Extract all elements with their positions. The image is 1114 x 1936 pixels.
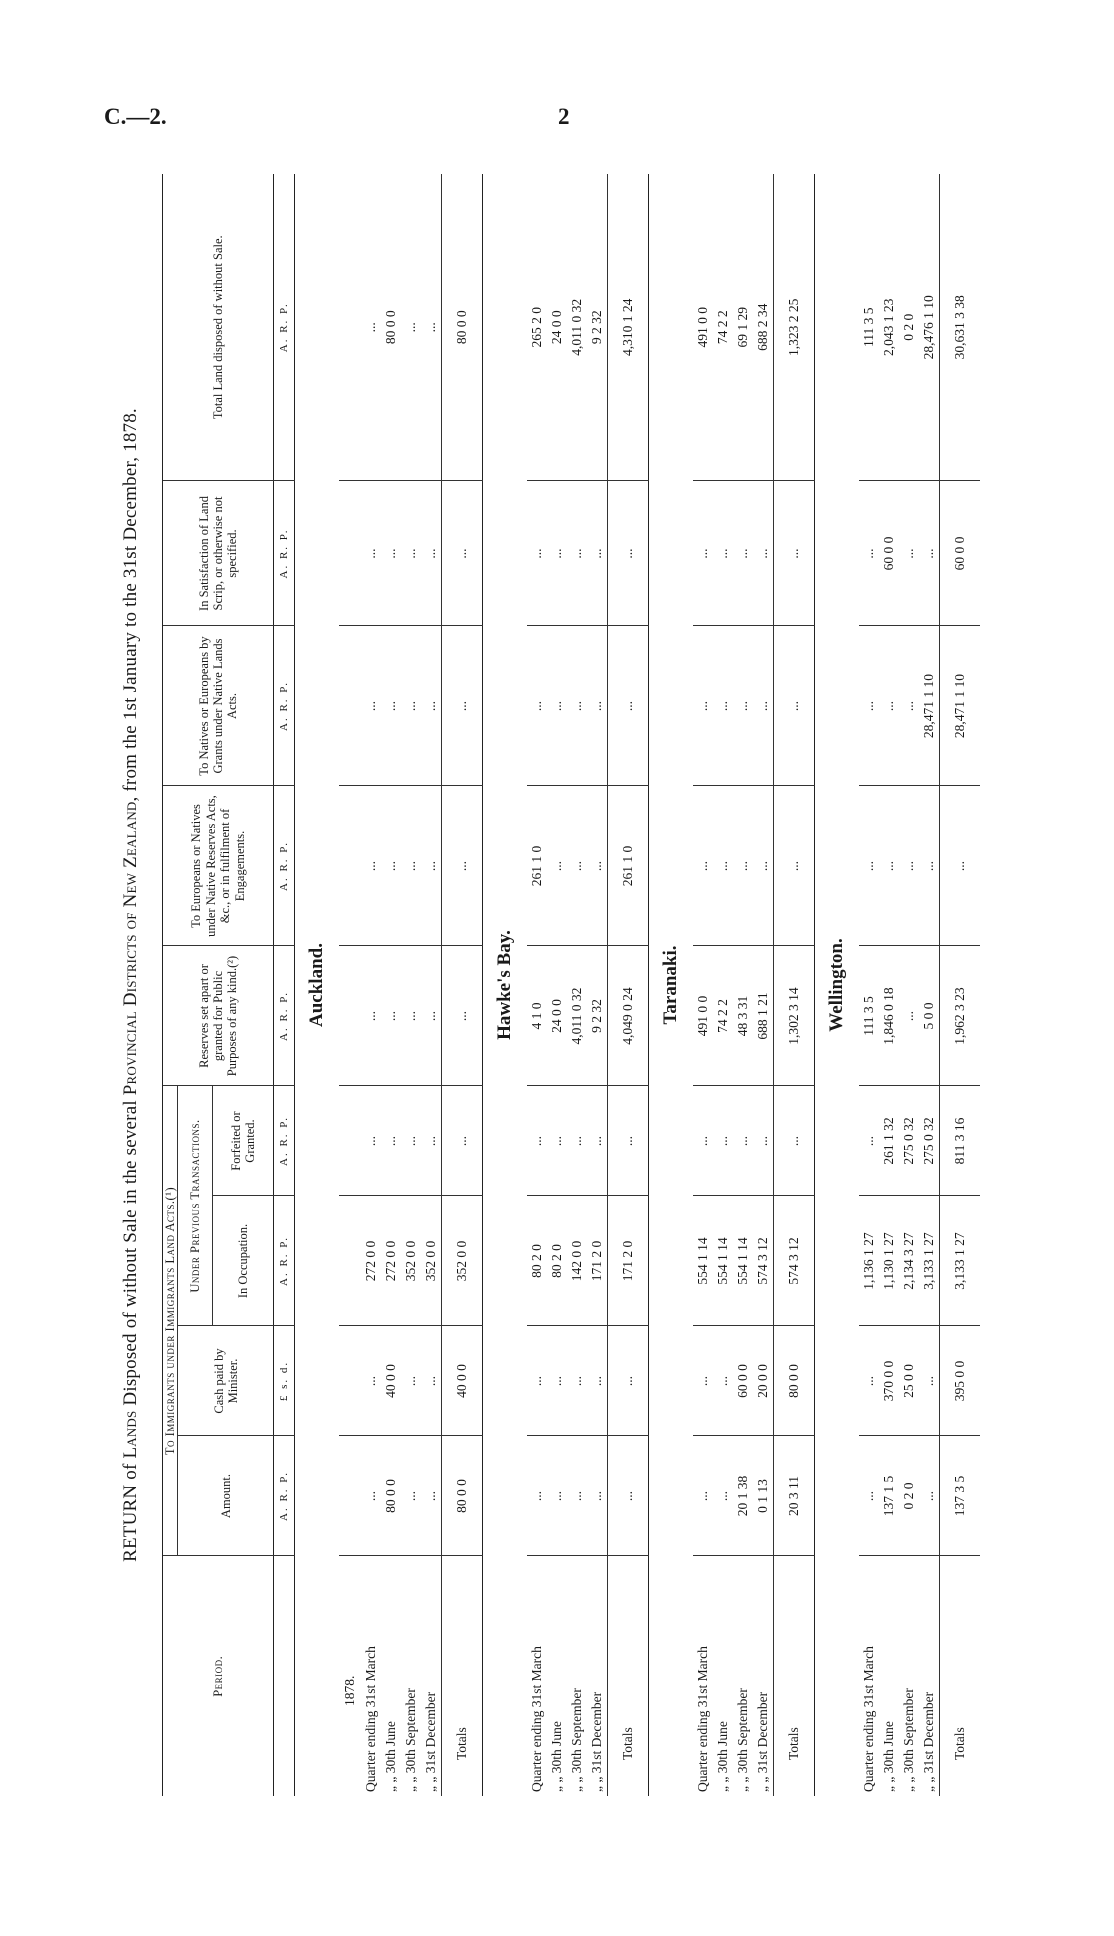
cell-europeans: ... xyxy=(381,786,401,946)
total-total: 30,631 3 38 xyxy=(940,174,981,481)
col-header-total: Total Land disposed of without Sale. xyxy=(163,174,274,481)
cell-amount: ... xyxy=(859,1436,879,1556)
cell-reserves: ... xyxy=(401,946,421,1086)
cell-scrip: ... xyxy=(713,481,733,626)
table-row xyxy=(567,174,587,1796)
cell-cash: ... xyxy=(401,1326,421,1436)
cell-scrip: ... xyxy=(693,481,713,626)
totals-label: Totals xyxy=(774,1556,815,1796)
total-europeans: ... xyxy=(774,786,815,946)
cell-natives: ... xyxy=(733,626,753,786)
total-reserves: 1,962 3 23 xyxy=(940,946,981,1086)
table-row xyxy=(919,174,940,1796)
cell-total: ... xyxy=(421,174,442,481)
cell-amount: ... xyxy=(421,1436,442,1556)
cell-reserves: 491 0 0 xyxy=(693,946,713,1086)
period-cell: „ „ 31st December xyxy=(755,1691,771,1792)
cell-natives: ... xyxy=(859,626,879,786)
total-forfeited: ... xyxy=(774,1086,815,1196)
cell-europeans: ... xyxy=(919,786,940,946)
cell-europeans: ... xyxy=(587,786,608,946)
table-row xyxy=(899,174,919,1796)
cell-forfeited: ... xyxy=(567,1086,587,1196)
title-suffix: , from the 1st January to the 31st December, 1878. xyxy=(120,408,141,802)
cell-natives: ... xyxy=(381,626,401,786)
cell-cash: 20 0 0 xyxy=(753,1326,774,1436)
cell-cash: 25 0 0 xyxy=(899,1326,919,1436)
cell-forfeited: ... xyxy=(381,1086,401,1196)
cell-total: 4,011 0 32 xyxy=(567,174,587,481)
cell-natives: ... xyxy=(361,626,381,786)
table-row xyxy=(693,174,713,1796)
cell-reserves: 688 1 21 xyxy=(753,946,774,1086)
cell-occupation: 554 1 14 xyxy=(713,1196,733,1326)
cell-europeans: ... xyxy=(753,786,774,946)
cell-amount: ... xyxy=(919,1436,940,1556)
cell-reserves: 1,846 0 18 xyxy=(879,946,899,1086)
total-occupation: 574 3 12 xyxy=(774,1196,815,1326)
cell-total: 28,476 1 10 xyxy=(919,174,940,481)
cell-forfeited: ... xyxy=(713,1086,733,1196)
cell-europeans: ... xyxy=(713,786,733,946)
total-reserves: ... xyxy=(442,946,483,1086)
cell-scrip: ... xyxy=(527,481,547,626)
cell-forfeited: ... xyxy=(401,1086,421,1196)
period-cell: „ „ 30th June xyxy=(881,1721,897,1792)
cell-total: 80 0 0 xyxy=(381,174,401,481)
cell-scrip: ... xyxy=(899,481,919,626)
total-europeans: ... xyxy=(940,786,981,946)
total-cash: 80 0 0 xyxy=(774,1326,815,1436)
title-prefix: RETURN of xyxy=(120,1458,141,1562)
unit-cash: £ s. d. xyxy=(274,1326,295,1436)
region-heading: Hawke's Bay. xyxy=(483,174,528,1796)
cell-scrip: ... xyxy=(381,481,401,626)
total-scrip: ... xyxy=(442,481,483,626)
cell-europeans: ... xyxy=(859,786,879,946)
period-cell: „ „ 30th June xyxy=(715,1721,731,1792)
period-cell: Quarter ending 31st March xyxy=(861,1646,877,1792)
cell-total: 491 0 0 xyxy=(693,174,713,481)
table-row xyxy=(713,174,733,1796)
cell-natives: ... xyxy=(713,626,733,786)
total-total: 80 0 0 xyxy=(442,174,483,481)
cell-forfeited: ... xyxy=(859,1086,879,1196)
cell-cash: ... xyxy=(547,1326,567,1436)
total-total: 1,323 2 25 xyxy=(774,174,815,481)
total-scrip: ... xyxy=(774,481,815,626)
cell-cash: ... xyxy=(713,1326,733,1436)
cell-cash: ... xyxy=(859,1326,879,1436)
total-occupation: 352 0 0 xyxy=(442,1196,483,1326)
cell-total: 74 2 2 xyxy=(713,174,733,481)
year-row xyxy=(339,174,361,1796)
cell-scrip: ... xyxy=(567,481,587,626)
region-heading: Wellington. xyxy=(815,174,860,1796)
region-heading-row xyxy=(295,174,340,1796)
unit-reserves: A. R. P. xyxy=(274,946,295,1086)
cell-occupation: 554 1 14 xyxy=(733,1196,753,1326)
totals-row xyxy=(940,174,981,1796)
cell-occupation: 272 0 0 xyxy=(361,1196,381,1326)
cell-total: 111 3 5 xyxy=(859,174,879,481)
cell-reserves: 74 2 2 xyxy=(713,946,733,1086)
totals-label: Totals xyxy=(442,1556,483,1796)
cell-cash: ... xyxy=(527,1326,547,1436)
period-cell: „ „ 30th September xyxy=(901,1688,917,1792)
cell-occupation: 142 0 0 xyxy=(567,1196,587,1326)
cell-scrip: 60 0 0 xyxy=(879,481,899,626)
totals-row xyxy=(442,174,483,1796)
total-cash: 395 0 0 xyxy=(940,1326,981,1436)
cell-total: 69 1 29 xyxy=(733,174,753,481)
total-forfeited: 811 3 16 xyxy=(940,1086,981,1196)
unit-cell-period xyxy=(274,1556,295,1796)
total-amount: 80 0 0 xyxy=(442,1436,483,1556)
unit-forfeited: A. R. P. xyxy=(274,1086,295,1196)
cell-total: 688 2 34 xyxy=(753,174,774,481)
cell-scrip: ... xyxy=(401,481,421,626)
title-middle: Disposed of without Sale in the several xyxy=(120,1095,141,1411)
cell-europeans: ... xyxy=(567,786,587,946)
cell-forfeited: ... xyxy=(547,1086,567,1196)
col-header-amount: Amount. xyxy=(178,1436,274,1556)
cell-europeans: ... xyxy=(693,786,713,946)
cell-scrip: ... xyxy=(859,481,879,626)
cell-reserves: ... xyxy=(421,946,442,1086)
cell-occupation: 352 0 0 xyxy=(421,1196,442,1326)
col-header-scrip: In Satisfaction of Land Scrip, or otherwise not specified. xyxy=(163,481,274,626)
cell-natives: ... xyxy=(567,626,587,786)
region-heading-row xyxy=(815,174,860,1796)
total-forfeited: ... xyxy=(608,1086,649,1196)
cell-europeans: ... xyxy=(421,786,442,946)
cell-cash: ... xyxy=(693,1326,713,1436)
cell-forfeited: 275 0 32 xyxy=(919,1086,940,1196)
cell-total: 0 2 0 xyxy=(899,174,919,481)
cell-europeans: ... xyxy=(547,786,567,946)
table-row xyxy=(547,174,567,1796)
cell-scrip: ... xyxy=(547,481,567,626)
cell-cash: ... xyxy=(587,1326,608,1436)
unit-total: A. R. P. xyxy=(274,174,295,481)
cell-reserves: 5 0 0 xyxy=(919,946,940,1086)
total-natives: ... xyxy=(442,626,483,786)
cell-forfeited: 261 1 32 xyxy=(879,1086,899,1196)
cell-reserves: 4,011 0 32 xyxy=(567,946,587,1086)
unit-natives: A. R. P. xyxy=(274,626,295,786)
col-header-immigrants: To Immigrants under Immigrants Land Acts.(¹) xyxy=(163,1086,178,1556)
cell-natives: ... xyxy=(587,626,608,786)
total-reserves: 4,049 0 24 xyxy=(608,946,649,1086)
cell-forfeited: ... xyxy=(421,1086,442,1196)
table-row xyxy=(753,174,774,1796)
total-occupation: 3,133 1 27 xyxy=(940,1196,981,1326)
cell-natives: ... xyxy=(401,626,421,786)
cell-total: 2,043 1 23 xyxy=(879,174,899,481)
cell-forfeited: ... xyxy=(753,1086,774,1196)
cell-occupation: 554 1 14 xyxy=(693,1196,713,1326)
cell-amount: ... xyxy=(527,1436,547,1556)
col-header-natives: To Natives or Europeans by Grants under Native Lands Acts. xyxy=(163,626,274,786)
cell-cash: ... xyxy=(919,1326,940,1436)
cell-total: 265 2 0 xyxy=(527,174,547,481)
cell-total: ... xyxy=(401,174,421,481)
region-heading: Taranaki. xyxy=(649,174,694,1796)
period-cell: „ „ 30th September xyxy=(735,1688,751,1792)
cell-forfeited: ... xyxy=(733,1086,753,1196)
cell-occupation: 2,134 3 27 xyxy=(899,1196,919,1326)
document-code: C.—2. xyxy=(104,104,167,129)
table-row xyxy=(587,174,608,1796)
period-cell: „ „ 30th September xyxy=(569,1688,585,1792)
cell-natives: ... xyxy=(547,626,567,786)
cell-natives: ... xyxy=(879,626,899,786)
cell-forfeited: ... xyxy=(693,1086,713,1196)
cell-occupation: 3,133 1 27 xyxy=(919,1196,940,1326)
table-body xyxy=(295,174,981,1796)
total-scrip: ... xyxy=(608,481,649,626)
cell-amount: 20 1 38 xyxy=(733,1436,753,1556)
page-title xyxy=(120,174,142,1796)
cell-amount: 0 1 13 xyxy=(753,1436,774,1556)
table-row xyxy=(401,174,421,1796)
title-districts: Provincial Districts of New Zealand xyxy=(120,801,141,1096)
totals-row xyxy=(608,174,649,1796)
unit-amount: A. R. P. xyxy=(274,1436,295,1556)
cell-scrip: ... xyxy=(919,481,940,626)
cell-amount: ... xyxy=(587,1436,608,1556)
table-row xyxy=(361,174,381,1796)
cell-forfeited: ... xyxy=(527,1086,547,1196)
cell-occupation: 80 2 0 xyxy=(527,1196,547,1326)
total-cash: 40 0 0 xyxy=(442,1326,483,1436)
total-natives: 28,471 1 10 xyxy=(940,626,981,786)
table-row xyxy=(381,174,401,1796)
cell-cash: 60 0 0 xyxy=(733,1326,753,1436)
cell-occupation: 1,130 1 27 xyxy=(879,1196,899,1326)
cell-total: 9 2 32 xyxy=(587,174,608,481)
cell-europeans: ... xyxy=(733,786,753,946)
cell-amount: ... xyxy=(361,1436,381,1556)
cell-scrip: ... xyxy=(361,481,381,626)
col-header-forfeited: Forfeited or Granted. xyxy=(213,1086,274,1196)
rotated-page xyxy=(120,174,1040,1796)
cell-reserves: ... xyxy=(899,946,919,1086)
cell-natives: ... xyxy=(527,626,547,786)
cell-amount: 80 0 0 xyxy=(381,1436,401,1556)
unit-scrip: A. R. P. xyxy=(274,481,295,626)
cell-occupation: 171 2 0 xyxy=(587,1196,608,1326)
col-header-europeans: To Europeans or Natives under Native Reserves Acts, &c., or in fulfilment of Engagements. xyxy=(163,786,274,946)
page-number: 2 xyxy=(558,104,570,129)
cell-amount: ... xyxy=(713,1436,733,1556)
unit-europeans: A. R. P. xyxy=(274,786,295,946)
cell-occupation: 352 0 0 xyxy=(401,1196,421,1326)
total-cash: ... xyxy=(608,1326,649,1436)
cell-natives: 28,471 1 10 xyxy=(919,626,940,786)
cell-cash: ... xyxy=(421,1326,442,1436)
cell-cash: 370 0 0 xyxy=(879,1326,899,1436)
period-cell: „ „ 30th June xyxy=(383,1721,399,1792)
cell-amount: ... xyxy=(401,1436,421,1556)
total-amount: 20 3 11 xyxy=(774,1436,815,1556)
cell-scrip: ... xyxy=(421,481,442,626)
cell-reserves: 4 1 0 xyxy=(527,946,547,1086)
period-cell: „ „ 31st December xyxy=(921,1691,937,1792)
region-heading-row xyxy=(649,174,694,1796)
table-row xyxy=(879,174,899,1796)
cell-amount: ... xyxy=(693,1436,713,1556)
total-natives: ... xyxy=(608,626,649,786)
unit-occupation: A. R. P. xyxy=(274,1196,295,1326)
cell-reserves: ... xyxy=(381,946,401,1086)
period-cell: Quarter ending 31st March xyxy=(529,1646,545,1792)
period-cell: „ „ 30th June xyxy=(549,1721,565,1792)
cell-europeans: 261 1 0 xyxy=(527,786,547,946)
total-reserves: 1,302 3 14 xyxy=(774,946,815,1086)
table-row xyxy=(527,174,547,1796)
total-scrip: 60 0 0 xyxy=(940,481,981,626)
region-heading-row xyxy=(483,174,528,1796)
period-cell: Quarter ending 31st March xyxy=(695,1646,711,1792)
cell-forfeited: 275 0 32 xyxy=(899,1086,919,1196)
total-europeans: 261 1 0 xyxy=(608,786,649,946)
col-header-reserves: Reserves set apart or granted for Public Purposes of any kind.(²) xyxy=(163,946,274,1086)
period-cell: „ „ 31st December xyxy=(589,1691,605,1792)
period-cell: Quarter ending 31st March xyxy=(363,1646,379,1792)
col-header-cash: Cash paid by Minister. xyxy=(178,1326,274,1436)
cell-occupation: 80 2 0 xyxy=(547,1196,567,1326)
cell-occupation: 272 0 0 xyxy=(381,1196,401,1326)
cell-reserves: ... xyxy=(361,946,381,1086)
col-header-period: Period. xyxy=(163,1556,274,1796)
cell-occupation: 1,136 1 27 xyxy=(859,1196,879,1326)
cell-amount: ... xyxy=(547,1436,567,1556)
table-row xyxy=(421,174,442,1796)
total-amount: 137 3 5 xyxy=(940,1436,981,1556)
cell-natives: ... xyxy=(693,626,713,786)
totals-label: Totals xyxy=(608,1556,649,1796)
cell-europeans: ... xyxy=(899,786,919,946)
cell-cash: ... xyxy=(361,1326,381,1436)
total-natives: ... xyxy=(774,626,815,786)
totals-row xyxy=(774,174,815,1796)
cell-amount: 137 1 5 xyxy=(879,1436,899,1556)
cell-amount: 0 2 0 xyxy=(899,1436,919,1556)
cell-occupation: 574 3 12 xyxy=(753,1196,774,1326)
total-occupation: 171 2 0 xyxy=(608,1196,649,1326)
cell-natives: ... xyxy=(421,626,442,786)
cell-forfeited: ... xyxy=(587,1086,608,1196)
total-forfeited: ... xyxy=(442,1086,483,1196)
cell-natives: ... xyxy=(753,626,774,786)
cell-forfeited: ... xyxy=(361,1086,381,1196)
cell-total: ... xyxy=(361,174,381,481)
cell-cash: ... xyxy=(567,1326,587,1436)
cell-reserves: 48 3 31 xyxy=(733,946,753,1086)
total-europeans: ... xyxy=(442,786,483,946)
period-cell: „ „ 31st December xyxy=(423,1691,439,1792)
cell-europeans: ... xyxy=(879,786,899,946)
cell-amount: ... xyxy=(567,1436,587,1556)
cell-europeans: ... xyxy=(401,786,421,946)
region-heading: Auckland. xyxy=(295,174,340,1796)
col-header-previous: Under Previous Transactions. xyxy=(178,1086,213,1326)
title-lands-word: Lands xyxy=(120,1410,141,1459)
table-row xyxy=(859,174,879,1796)
cell-scrip: ... xyxy=(587,481,608,626)
cell-reserves: 111 3 5 xyxy=(859,946,879,1086)
cell-reserves: 9 2 32 xyxy=(587,946,608,1086)
cell-cash: 40 0 0 xyxy=(381,1326,401,1436)
cell-scrip: ... xyxy=(733,481,753,626)
total-amount: ... xyxy=(608,1436,649,1556)
year-label: 1878. xyxy=(342,1675,358,1706)
cell-reserves: 24 0 0 xyxy=(547,946,567,1086)
col-header-occupation: In Occupation. xyxy=(213,1196,274,1326)
cell-natives: ... xyxy=(899,626,919,786)
land-return-table xyxy=(162,174,980,1796)
period-cell: „ „ 30th September xyxy=(403,1688,419,1792)
cell-scrip: ... xyxy=(753,481,774,626)
totals-label: Totals xyxy=(940,1556,981,1796)
cell-total: 24 0 0 xyxy=(547,174,567,481)
table-row xyxy=(733,174,753,1796)
total-total: 4,310 1 24 xyxy=(608,174,649,481)
cell-europeans: ... xyxy=(361,786,381,946)
